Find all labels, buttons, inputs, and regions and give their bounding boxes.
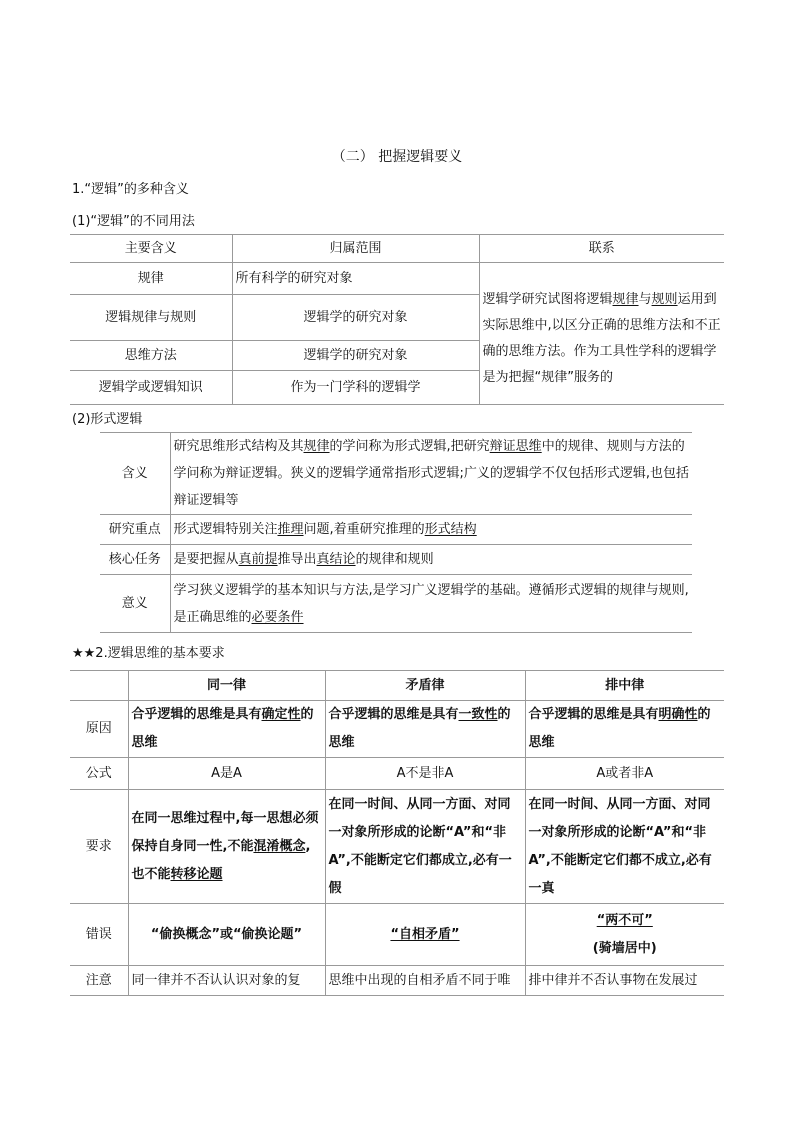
row-label: 注意 [70,966,128,996]
key-term: 必要条件 [251,609,304,625]
key-term: 确定性 [261,707,301,722]
table-row [100,545,692,575]
error-cell [325,904,525,966]
basic-requirements-table [70,670,724,996]
row-label: 错误 [70,904,128,966]
reason-cell [525,701,724,758]
key-term: 辩证思维 [489,439,542,454]
text-run: 的思维 [131,707,314,750]
text-run: ,也不能 [131,838,311,882]
table-header-row [70,671,724,701]
meaning-cell: 规律 [70,263,232,295]
text-run: 的思维 [528,707,711,750]
link-text: 逻辑学研究试图将逻辑 [482,291,613,307]
row-label: 要求 [70,790,128,904]
header-cell: 矛盾律 [325,671,525,701]
table-row [70,758,724,790]
row-content [170,515,692,545]
text-run: 问题,着重研究推理的 [303,521,425,537]
scope-cell: 逻辑学的研究对象 [232,295,479,341]
key-term: “两不可” [596,912,653,928]
link-cell [479,263,724,405]
header-cell [70,671,128,701]
subsection-heading-1: (1)“逻辑”的不同用法 [72,214,195,229]
key-term: 混淆概念 [253,838,306,854]
scope-cell: 逻辑学的研究对象 [232,341,479,371]
header-cell: 归属范围 [232,235,479,263]
error-cell: “偷换概念”或“偷换论题” [128,904,325,966]
requirement-cell: 在同一时间、从同一方面、对同一对象所形成的论断“A”和“非A”,不能断定它们都不成立,必有一真 [525,790,724,904]
table-row [70,790,724,904]
key-term: 真结论 [316,551,356,567]
header-cell: 联系 [479,235,724,263]
meaning-cell: 思维方法 [70,341,232,371]
row-content [170,575,692,633]
link-text: 运用到实际思维中,以区分正确的思维方法和不正确的思维方法。作为工具性学科的逻辑学是为把握“规律”服务的 [482,291,721,385]
link-term: 规则 [651,291,678,307]
note-cell: 排中律并不否认事物在发展过 [525,966,724,996]
note-cell: 同一律并不否认认识对象的复 [128,966,325,996]
formula-cell: A不是非A [325,758,525,790]
meaning-cell: 逻辑规律与规则 [70,295,232,341]
table-row [70,904,724,966]
row-label: 公式 [70,758,128,790]
key-term: 推理 [277,521,304,537]
formula-cell: A或者非A [525,758,724,790]
requirement-cell: 在同一时间、从同一方面、对同一对象所形成的论断“A”和“非A”,不能断定它们都成立,必有一假 [325,790,525,904]
meaning-cell: 逻辑学或逻辑知识 [70,371,232,405]
text-run: 推导出 [277,551,317,567]
table-row [70,263,724,295]
subsection-heading-2: (2)形式逻辑 [72,412,143,427]
text-run: 合乎逻辑的思维是具有 [528,707,659,722]
formal-logic-table [100,432,692,633]
text-run: 研究思维形式结构及其 [173,439,304,454]
header-cell: 同一律 [128,671,325,701]
section-heading-2: ★★2.逻辑思维的基本要求 [72,646,225,661]
table-row [100,515,692,545]
row-label: 核心任务 [100,545,170,575]
key-term: 转移论题 [170,866,223,882]
scope-cell: 作为一门学科的逻辑学 [232,371,479,405]
link-term: 规律 [612,291,639,307]
key-term: 规律 [303,439,330,454]
formula-cell: A是A [128,758,325,790]
table-row [70,966,724,996]
header-cell: 排中律 [525,671,724,701]
header-cell: 主要含义 [70,235,232,263]
page-title: （二） 把握逻辑要义 [331,149,463,165]
row-label: 含义 [100,433,170,515]
row-content [170,433,692,515]
key-term: 真前提 [238,551,278,567]
key-term: “自相矛盾” [390,926,460,942]
row-content [170,545,692,575]
table-row [100,575,692,633]
table-row [100,433,692,515]
text-run: 的思维 [328,707,511,750]
reason-cell [325,701,525,758]
text-run: 合乎逻辑的思维是具有 [328,707,459,722]
text-run: 合乎逻辑的思维是具有 [131,707,262,722]
key-term: 一致性 [458,707,498,722]
text-run: 是要把握从 [173,551,239,567]
row-label: 原因 [70,701,128,758]
table-row [70,701,724,758]
text-run: 在同一思维过程中,每一思想必须保持自身同一性,不能 [131,810,319,854]
text-run: 的规律和规则 [355,551,434,567]
section-heading-1: 1.“逻辑”的多种含义 [72,182,189,197]
row-label: 意义 [100,575,170,633]
text-run: 学习狭义逻辑学的基本知识与方法,是学习广义逻辑学的基础。遵循形式逻辑的规律与规则,是正确思维的 [173,582,689,625]
error-cell [525,904,724,966]
link-text: 与 [638,291,652,307]
reason-cell [128,701,325,758]
text-run: (骑墙居中) [592,940,657,956]
note-cell: 思维中出现的自相矛盾不同于唯 [325,966,525,996]
key-term: 明确性 [658,707,698,722]
text-run: 形式逻辑特别关注 [173,521,278,537]
table-header-row [70,235,724,263]
row-label: 研究重点 [100,515,170,545]
logic-usage-table [70,234,724,405]
scope-cell: 所有科学的研究对象 [232,263,479,295]
key-term: 形式结构 [424,521,477,537]
requirement-cell [128,790,325,904]
text-run: 的学问称为形式逻辑,把研究 [329,439,490,454]
text-run: 中的规律、规则与方法的学问称为辩证逻辑。狭义的逻辑学通常指形式逻辑;广义的逻辑学不仅包括形式逻辑,也包括辩证逻辑等 [173,439,690,508]
